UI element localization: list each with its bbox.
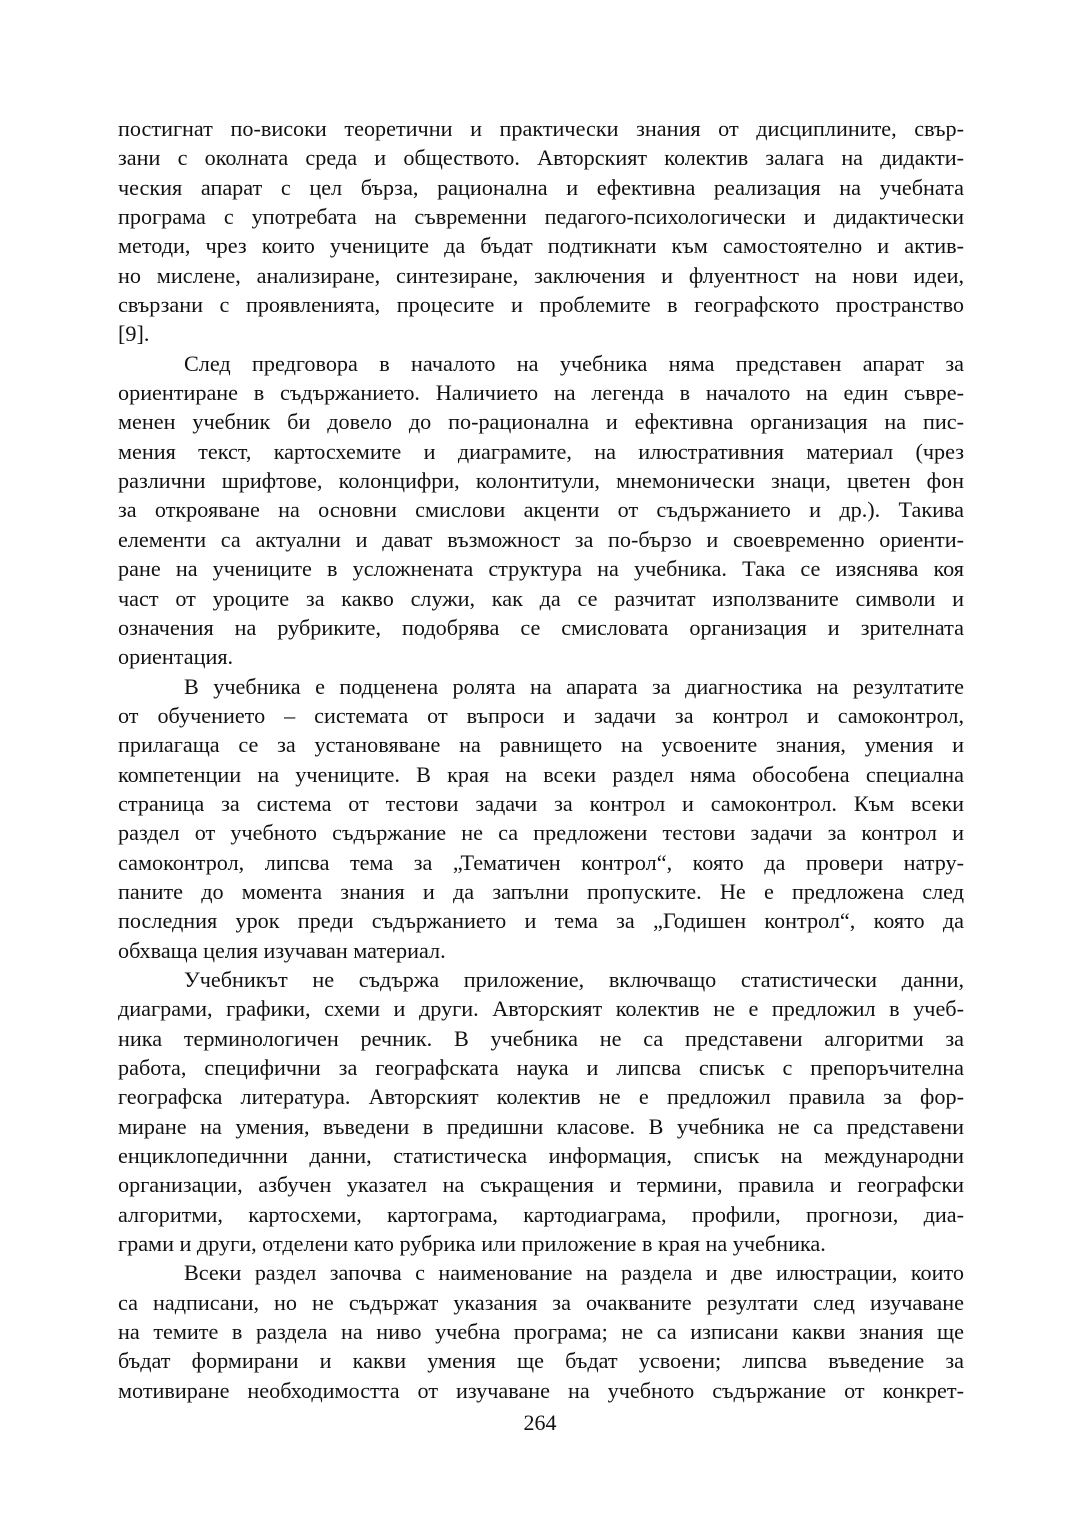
text-line: обхваща целия изучаван материал. <box>118 937 446 963</box>
text-line: са надписани, но не съдържат указания за очакваните резултати след изучаване <box>118 1289 964 1315</box>
text-line: алгоритми, картосхеми, картограма, картодиаграма, профили, прогнози, диа- <box>118 1201 964 1227</box>
text-line: ческия апарат с цел бърза, рационална и ефективна реализация на учебната <box>118 174 964 200</box>
text-line: ника терминологичен речник. В учебника не са представени алгоритми за <box>118 1025 964 1051</box>
text-line: Учебникът не съдържа приложение, включващо статистически данни, <box>184 966 964 992</box>
text-line: самоконтрол, липсва тема за „Тематичен контрол“, която да провери натру- <box>118 849 964 875</box>
text-line: грами и други, отделени като рубрика или приложение в края на учебника. <box>118 1231 826 1257</box>
text-line: миране на умения, въведени в предишни класове. В учебника не са представени <box>118 1113 964 1139</box>
text-line: за открояване на основни смислови акценти от съдържанието и др.). Такива <box>118 497 964 523</box>
page-number: 264 <box>523 1410 557 1435</box>
paragraph <box>118 1258 964 1405</box>
text-line: раздел от учебното съдържание не са предложени тестови задачи за контрол и <box>118 820 964 846</box>
text-line: паните до момента знания и да запълни пропуските. Не е предложена след <box>118 878 964 904</box>
text-line: зани с околната среда и обществото. Авторският колектив залага на дидакти- <box>118 145 964 171</box>
text-line: организации, азбучен указател на съкращения и термини, правила и географски <box>118 1172 964 1198</box>
text-line: свързани с проявленията, процесите и проблемите в географското пространство <box>118 292 964 318</box>
text-line: географска литература. Авторският колектив не е предложил правила за фор- <box>118 1084 964 1110</box>
text-line: диаграми, графики, схеми и други. Авторският колектив не е предложил в учеб- <box>118 996 964 1022</box>
text-line: мотивиране необходимостта от изучаване на учебното съдържание от конкрет- <box>118 1377 964 1403</box>
text-line: бъдат формирани и какви умения ще бъдат усвоени; липсва въведение за <box>118 1348 964 1374</box>
text-line: част от уроците за какво служи, как да се разчитат използваните символи и <box>118 585 964 611</box>
text-line: ране на учениците в усложнената структура на учебника. Така се изяснява коя <box>118 556 964 582</box>
paragraph <box>118 965 964 1258</box>
text-line: компетенции на учениците. В края на всеки раздел няма обособена специална <box>118 761 964 787</box>
text-line: След предговора в началото на учебника няма представен апарат за <box>184 350 964 376</box>
text-line: работа, специфични за географската наука и липсва списък с препоръчителна <box>118 1055 964 1080</box>
text-line: програма с употребата на съвременни педагого-психологически и дидактически <box>118 204 964 230</box>
text-line: на темите в раздела на ниво учебна програма; не са изписани какви знания ще <box>118 1319 964 1345</box>
text-line: от обучението – системата от въпроси и задачи за контрол и самоконтрол, <box>118 702 964 728</box>
text-line: но мислене, анализиране, синтезиране, заключения и флуентност на нови идеи, <box>118 262 964 288</box>
page-body <box>118 114 964 1405</box>
text-line: [9]. <box>118 321 150 347</box>
text-line: менен учебник би довело до по-рационална и ефективна организация на пис- <box>118 409 964 435</box>
text-line: ориентация. <box>118 644 234 670</box>
text-line: страница за система от тестови задачи за контрол и самоконтрол. Към всеки <box>118 790 964 816</box>
text-line: означения на рубриките, подобрява се смисловата организация и зрителната <box>118 614 964 640</box>
paragraph <box>118 349 964 672</box>
text-line: В учебника е подценена ролята на апарата за диагностика на резултатите <box>184 673 964 699</box>
text-line: различни шрифтове, колонцифри, колонтитули, мнемонически знаци, цветен фон <box>118 468 964 494</box>
paragraph <box>118 672 964 965</box>
paragraph <box>118 114 964 349</box>
text-line: елементи са актуални и дават възможност за по-бързо и своевременно ориенти- <box>118 526 964 552</box>
text-line: постигнат по-високи теоретични и практически знания от дисциплините, свър- <box>118 116 964 141</box>
text-line: Всеки раздел започва с наименование на раздела и две илюстрации, които <box>184 1260 964 1286</box>
text-line: прилагаща се за установяване на равнището на усвоените знания, умения и <box>118 732 964 758</box>
text-line: ориентиране в съдържанието. Наличието на легенда в началото на един съвре- <box>118 380 964 406</box>
text-line: енциклопедичнни данни, статистическа информация, списък на международни <box>118 1143 964 1169</box>
text-line: последния урок преди съдържанието и тема за „Годишен контрол“, която да <box>118 908 964 934</box>
text-line: мения текст, картосхемите и диаграмите, на илюстративния материал (чрез <box>118 438 964 464</box>
text-line: методи, чрез които учениците да бъдат подтикнати към самостоятелно и актив- <box>118 233 964 259</box>
